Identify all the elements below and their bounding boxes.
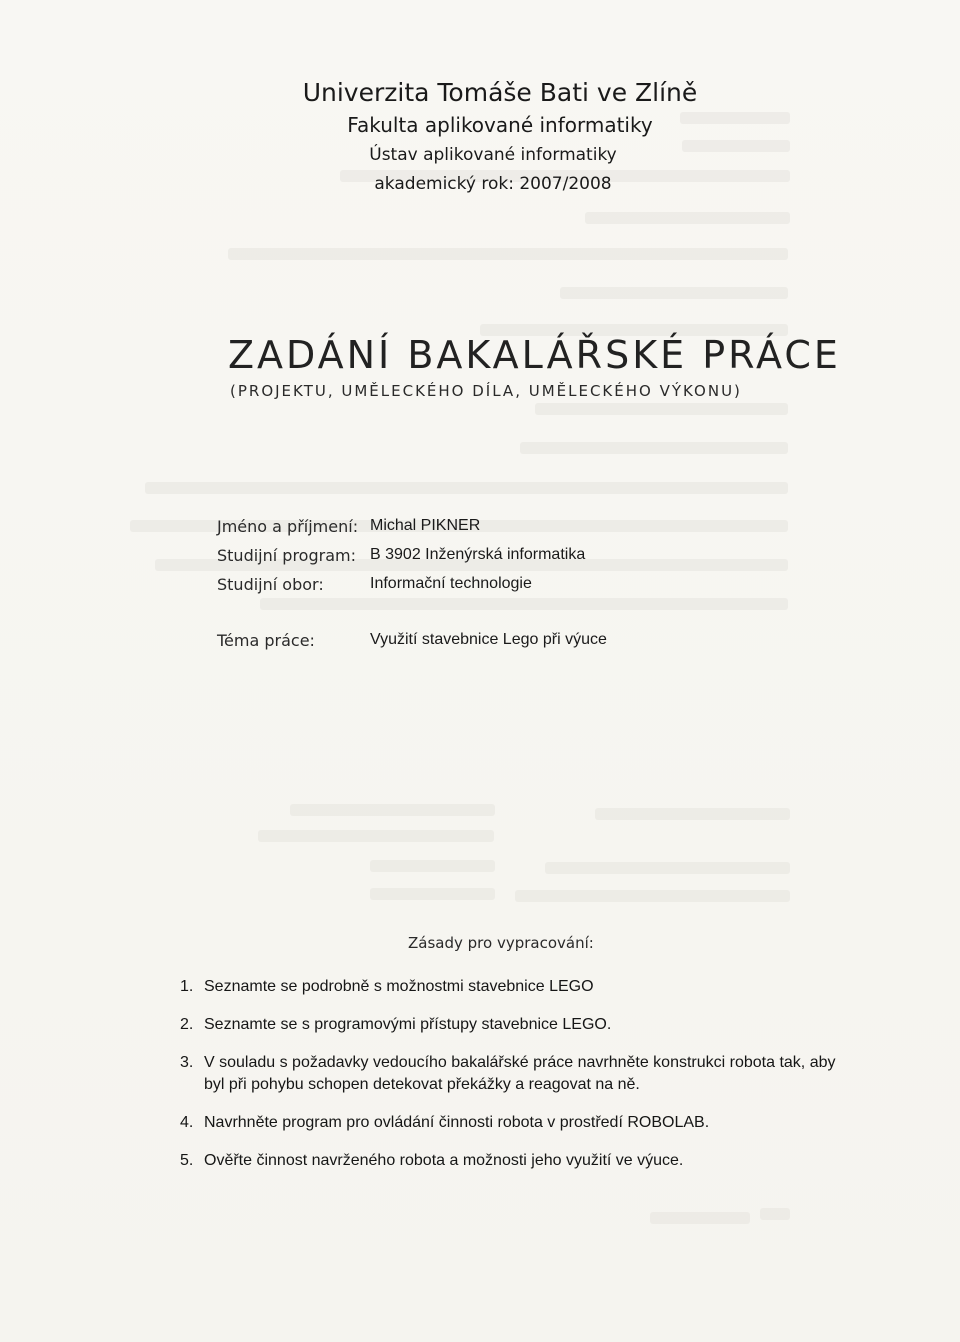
guideline-text: Seznamte se podrobně s možnostmi stavebnice LEGO bbox=[204, 978, 594, 995]
guidelines-list bbox=[170, 976, 850, 1172]
name-label: Jméno a příjmení: bbox=[217, 517, 359, 536]
guideline-item bbox=[170, 976, 850, 998]
document-title: ZADÁNÍ BAKALÁŘSKÉ PRÁCE bbox=[228, 333, 841, 377]
show-through-mark bbox=[760, 1208, 790, 1220]
show-through-mark bbox=[515, 890, 790, 902]
guideline-text: Ověřte činnost navrženého robota a možnosti jeho využití ve výuce. bbox=[204, 1152, 684, 1169]
show-through-mark bbox=[560, 287, 788, 299]
study-program-value: B 3902 Inženýrská informatika bbox=[370, 546, 586, 563]
show-through-mark bbox=[545, 862, 790, 874]
show-through-mark bbox=[370, 888, 495, 900]
show-through-mark bbox=[370, 860, 495, 872]
show-through-mark bbox=[650, 1212, 750, 1224]
show-through-mark bbox=[535, 403, 788, 415]
study-program-label: Studijní program: bbox=[217, 546, 356, 565]
institute-name: Ústav aplikované informatiky bbox=[369, 145, 617, 165]
guideline-number: 1. bbox=[180, 978, 194, 995]
show-through-mark bbox=[228, 248, 788, 260]
guideline-number: 3. bbox=[180, 1054, 194, 1071]
guideline-text: Navrhněte program pro ovládání činnosti robota v prostředí ROBOLAB. bbox=[204, 1114, 710, 1131]
name-value: Michal PIKNER bbox=[370, 517, 481, 534]
study-field-value: Informační technologie bbox=[370, 575, 532, 592]
show-through-mark bbox=[585, 212, 790, 224]
university-name: Univerzita Tomáše Bati ve Zlíně bbox=[302, 78, 698, 107]
show-through-mark bbox=[145, 482, 788, 494]
guideline-item bbox=[170, 1052, 850, 1096]
guideline-item bbox=[170, 1112, 850, 1134]
study-field-label: Studijní obor: bbox=[217, 575, 324, 594]
guideline-item bbox=[170, 1150, 850, 1172]
show-through-mark bbox=[258, 830, 494, 842]
academic-year: akademický rok: 2007/2008 bbox=[374, 174, 612, 194]
guidelines-heading: Zásady pro vypracování: bbox=[408, 934, 594, 952]
guideline-number: 5. bbox=[180, 1152, 194, 1169]
show-through-mark bbox=[290, 804, 495, 816]
show-through-mark bbox=[595, 808, 790, 820]
document-subtitle: (PROJEKTU, UMĚLECKÉHO DÍLA, UMĚLECKÉHO VÝKONU) bbox=[230, 382, 742, 400]
show-through-mark bbox=[520, 442, 788, 454]
guideline-text: Seznamte se s programovými přístupy stavebnice LEGO. bbox=[204, 1016, 612, 1033]
guideline-text: V souladu s požadavky vedoucího bakalářské práce navrhněte konstrukci robota tak, aby byl při pohybu schopen detekovat překážky a reagovat na ně. bbox=[204, 1054, 836, 1093]
show-through-mark bbox=[260, 598, 788, 610]
faculty-name: Fakulta aplikované informatiky bbox=[347, 113, 653, 137]
thesis-topic-value: Využití stavebnice Lego při výuce bbox=[370, 631, 607, 648]
guideline-number: 4. bbox=[180, 1114, 194, 1131]
guideline-number: 2. bbox=[180, 1016, 194, 1033]
guideline-item bbox=[170, 1014, 850, 1036]
thesis-topic-label: Téma práce: bbox=[217, 631, 315, 650]
